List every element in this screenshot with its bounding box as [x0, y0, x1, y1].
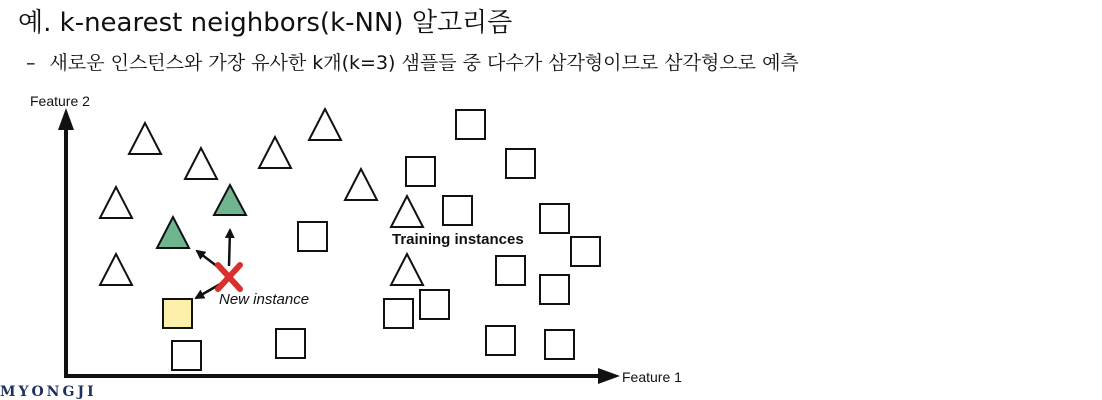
square-instance: [298, 222, 327, 251]
square-instance: [486, 326, 515, 355]
new-instance-mark: [218, 265, 240, 289]
square-instance: [496, 256, 525, 285]
y-axis-label: Feature 2: [30, 93, 90, 109]
x-axis-arrowhead: [598, 368, 620, 384]
triangle-instances: [100, 109, 423, 285]
arrow-to-neighbor: [229, 230, 230, 266]
square-instance: [420, 290, 449, 319]
triangle-instance: [309, 109, 341, 140]
square-instance: [571, 237, 600, 266]
square-instance: [545, 330, 574, 359]
square-instance: [276, 329, 305, 358]
triangle-instance: [259, 137, 291, 168]
square-instance: [443, 196, 472, 225]
slide-title: 예. k-nearest neighbors(k-NN) 알고리즘: [18, 8, 513, 38]
university-logo: MYONGJI: [0, 384, 97, 400]
square-instance: [384, 299, 413, 328]
square-instance: [540, 275, 569, 304]
training-instances-label: Training instances: [392, 231, 524, 248]
new-instance-label: New instance: [219, 291, 310, 308]
neighbor-triangle: [157, 217, 189, 248]
square-instance: [506, 149, 535, 178]
neighbor-square: [163, 299, 192, 328]
square-instance: [172, 341, 201, 370]
x-axis-label: Feature 1: [622, 369, 682, 385]
neighbor-arrows: [196, 230, 230, 298]
subtitle-text: 새로운 인스턴스와 가장 유사한 k개(k=3) 샘플들 중 다수가 삼각형이므로 삼각형으로 예측: [49, 52, 799, 74]
bullet-dash: –: [26, 52, 36, 74]
y-axis-arrowhead: [58, 108, 74, 130]
triangle-instance: [129, 123, 161, 154]
neighbor-triangle: [214, 185, 246, 215]
triangle-instance: [185, 148, 217, 179]
triangle-instance: [100, 187, 132, 218]
triangle-instance: [100, 254, 132, 285]
square-instance: [406, 157, 435, 186]
triangle-instance: [345, 169, 377, 200]
square-instances: [172, 110, 600, 370]
triangle-instance: [391, 254, 423, 285]
square-instance: [456, 110, 485, 139]
square-instance: [540, 204, 569, 233]
triangle-instance: [391, 196, 423, 227]
